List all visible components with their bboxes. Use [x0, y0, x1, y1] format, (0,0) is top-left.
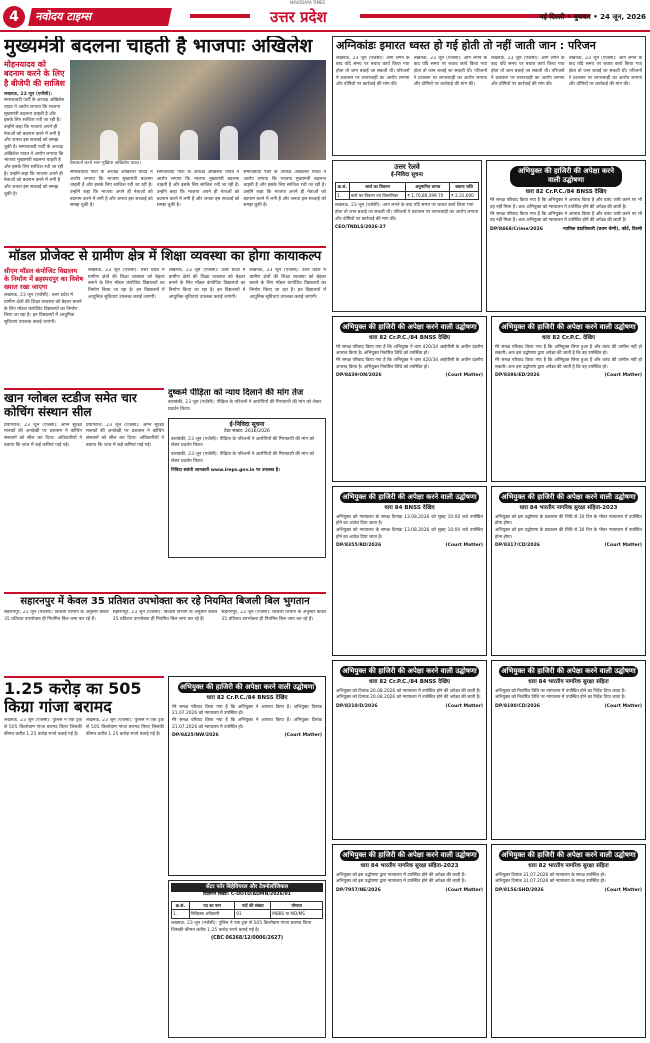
- photo-caption: प्रेसवार्ता करते सपा मुखिया अखिलेश यादव।: [70, 160, 141, 166]
- article-column: प्रयागराज, 23 जून (एजेंसी): अग्नि सुरक्षा मानकों की अनदेखी पर प्रशासन ने कोचिंग संस्थानों को सील कर दिया। अधिकारियों ने बताया कि जांच में कई कमियां पाई गईं।: [86, 422, 164, 448]
- article-column: लखनऊ, 23 जून (एजेंसी): पुलिस ने एक ट्रक से 505 किलोग्राम गांजा बरामद किया जिसकी कीमत करीब 1.25 करोड़ रुपये बताई गई है।: [4, 718, 82, 737]
- brand-logo: नवोदय टाइम्स: [28, 8, 172, 26]
- article-column: लखनऊ, 23 जून (एजेंसी): आग लगने के बाद यदि समय पर बचाव कार्य किया गया होता तो जान बचाई जा सकती थी। परिजनों ने प्रशासन पर लापरवाही का आरोप लगाया और दोषियों पर कार्रवाई की मांग की।: [568, 55, 642, 88]
- story-coaching: [4, 388, 164, 588]
- article-column: सहारनपुर, 23 जून (एजेंसी): बिजली विभाग के अनुसार केवल 35 प्रतिशत उपभोक्ता ही नियमित बिल जमा कर रहे हैं।: [112, 610, 218, 622]
- headline: सहारनपुर में केवल 35 प्रतिशत उपभोक्ता कर रहे नियमित बिजली बिल भुगतान: [20, 596, 310, 607]
- tender-table: क्र.सं. कार्य का विवरण अनुमानित लागत बयाना राशि 1. कार्य का विवरण एवं विवरणिका ₹ 1,70,80,399.70 ₹ 2,31,600: [335, 182, 479, 200]
- article-column: सहारनपुर, 23 जून (एजेंसी): बिजली विभाग के अनुसार केवल 35 प्रतिशत उपभोक्ता ही नियमित बिल जमा कर रहे हैं।: [4, 610, 109, 622]
- court-notice: अभियुक्त की हाजिरी की अपेक्षा करने वाली उद्घोषणा धारा 84 भारतीय नागरिक सुरक्षा संहिता अभियुक्त को निर्धारित तिथि पर न्यायालय में उपस्थित होने का निर्देश दिया जाता है। अभियुक्त को निर्धारित तिथि पर न्यायालय में उपस्थित होने का निर्देश दिया जाता है। DP/8190/CD/2026 (Court Matter): [491, 660, 646, 840]
- court-notice: अभियुक्त की हाजिरी की अपेक्षा करने वाली उद्घोषणा धारा 82 भारतीय नागरिक सुरक्षा संहिता अभियुक्त दिनांक 31.07.2026 को न्यायालय के समक्ष उपस्थित हो। अभियुक्त दिनांक 31.07.2026 को न्यायालय के समक्ष उपस्थित हो। DP/8156/SHD/2026 (Court Matter): [491, 844, 646, 1038]
- kicker: मोहनयादव को बदनाम करने के लिए है बीजेपी की साजिश: [4, 59, 65, 89]
- court-notice: अभियुक्त की हाजिरी की अपेक्षा करने वाली उद्घोषणा धारा 84 BNSS देखिए अभियुक्त को न्यायालय के समक्ष दिनांक 13.08.2026 को सुबह 10:00 बजे उपस्थित होने का आदेश दिया जाता है। अभियुक्त को न्यायालय के समक्ष दिनांक 13.08.2026 को सुबह 10:00 बजे उपस्थित होने का आदेश दिया जाता है। DP/8355/RD/2026 (Court Matter): [332, 486, 487, 656]
- court-notice: अभियुक्त की हाजिरी की अपेक्षा करने वाली उद्घोषणा धारा 82 Cr.P.C. देखिए मेरे समक्ष परिवाद किया गया है कि अभियुक्त छिपा हुआ है और वारंट की तामील नहीं हो सकती। अतः इस उद्घोषणा द्वारा अपेक्षा की जाती है कि वह उपस्थित हो। मेरे समक्ष परिवाद किया गया है कि अभियुक्त छिपा हुआ है और वारंट की तामील नहीं हो सकती। अतः इस उद्घोषणा द्वारा अपेक्षा की जाती है कि वह उपस्थित हो। DP/8386/ED/2026 (Court Matter): [491, 316, 646, 482]
- tender-notice-2: ई-निविदा सूचना टेंडर संख्या: 2616/2026 बाराबंकी, 23 जून (एजेंसी): पीड़िता के परिजनों ने आरोपियों की गिरफ्तारी की मांग को लेकर प्रदर्शन किया। बाराबंकी, 23 जून (एजेंसी): पीड़िता के परिजनों ने आरोपियों की गिरफ्तारी की मांग को लेकर प्रदर्शन किया। निविदा संबंधी जानकारी www.ireps.gov.in पर उपलब्ध है।: [168, 418, 326, 558]
- tender-footer: CEO/TNDLS/2026-27: [335, 225, 386, 231]
- section-title: उत्तर प्रदेश: [270, 8, 327, 26]
- masthead: [0, 0, 650, 32]
- recruitment-notice: सेंटर फॉर बिहेवियरल और टेक्नोलॉजिकल विज्ञापन संख्या: C-DOTD/ADMN/2026/01 क्र.सं. पद का नाम पदों की संख्या योग्यता 1. चिकित्सा अधिकारी 01 MBBS या MD/MS लखनऊ, 23 जून (एजेंसी): पुलिस ने एक ट्रक से 505 किलोग्राम गांजा बरामद किया जिसकी कीमत करीब 1.25 करोड़ रुपये बताई गई है। (CBC 06268/12/0006/2627): [168, 880, 326, 1038]
- court-notice: अभियुक्त की हाजिरी की अपेक्षा करने वाली उद्घोषणा धारा 84 भारतीय नागरिक सुरक्षा संहिता-2023 अभियुक्त को इस उद्घोषणा के प्रकाशन की तिथि से 30 दिन के भीतर न्यायालय में उपस्थित होना होगा। अभियुक्त को इस उद्घोषणा के प्रकाशन की तिथि से 30 दिन के भीतर न्यायालय में उपस्थित होना होगा। DP/8317/CD/2026 (Court Matter): [491, 486, 646, 656]
- headline: दुष्कर्म पीड़िता को न्याय दिलाने की मांग तेज: [168, 388, 304, 398]
- small-brand: NAVODAYA TIMES: [290, 0, 326, 5]
- article-text: लखनऊ, 23 जून (एजेंसी): समाजवादी पार्टी के अध्यक्ष अखिलेश यादव ने आरोप लगाया कि भाजपा मुख्यमंत्री बदलना चाहती है और इसके लिए साजिश रची जा रही है। उन्होंने कहा कि भाजपा अपने ही नेताओं को बदनाम करने में लगी है और जनता इस सच्चाई को समझ चुकी है। समाजवादी पार्टी के अध्यक्ष अखिलेश यादव ने आरोप लगाया कि भाजपा मुख्यमंत्री बदलना चाहती है और इसके लिए साजिश रची जा रही है। उन्होंने कहा कि भाजपा अपने ही नेताओं को बदनाम करने में लगी है और जनता इस सच्चाई को समझ चुकी है।: [4, 91, 65, 197]
- story-ganja: [4, 676, 164, 1038]
- headline: मुख्यमंत्री बदलना चाहती है भाजपाः अखिलेश: [4, 36, 313, 57]
- court-notice: अभियुक्त की हाजिरी की अपेक्षा करने वाली उद्घोषणा धारा 84 भारतीय नागरिक सुरक्षा संहिता-2023 अभियुक्त को इस उद्घोषणा द्वारा न्यायालय में उपस्थित होने की अपेक्षा की जाती है। अभियुक्त को इस उद्घोषणा द्वारा न्यायालय में उपस्थित होने की अपेक्षा की जाती है। DP/7957/NE/2026 (Court Matter): [332, 844, 487, 1038]
- court-notice: अभियुक्त की हाजिरी की अपेक्षा करने वाली उद्घोषणा धारा 82 Cr.P.C./84 BNSS देखिए अभियुक्त को दिनांक 20.08.2026 को न्यायालय में उपस्थित होने की अपेक्षा की जाती है। अभियुक्त को दिनांक 20.08.2026 को न्यायालय में उपस्थित होने की अपेक्षा की जाती है। DP/8210/D/2026 (Court Matter): [332, 660, 487, 840]
- table-row: 1. चिकित्सा अधिकारी 01 MBBS या MD/MS: [172, 910, 323, 919]
- article-column: समाजवादी पार्टी के अध्यक्ष अखिलेश यादव ने आरोप लगाया कि भाजपा मुख्यमंत्री बदलना चाहती है और इसके लिए साजिश रची जा रही है। उन्होंने कहा कि भाजपा अपने ही नेताओं को बदनाम करने में लगी है और जनता इस सच्चाई को समझ चुकी है।: [243, 169, 326, 209]
- tender-notice: उत्तर रेलवे ई-निविदा सूचना क्र.सं. कार्य का विवरण अनुमानित लागत बयाना राशि 1. कार्य का विवरण एवं विवरणिका ₹ 1,70,80,399.70 ₹ 2,31,600 लखनऊ, 23 जून (एजेंसी): आग लगने के बाद यदि समय पर बचाव कार्य किया गया होता तो जान बचाई जा सकती थी। परिजनों ने प्रशासन पर लापरवाही का आरोप लगाया और दोषियों पर कार्रवाई की मांग की। CEO/TNDLS/2026-27: [332, 160, 482, 312]
- court-notice: अभियुक्त की हाजिरी की अपेक्षा करने वाली उद्घोषणा धारा 82 Cr.P.C./84 BNSS देखिए मेरे समक्ष परिवाद किया गया है कि अभियुक्त ने अपराध किया है। अभियुक्त दिनांक 21.07.2026 को न्यायालय में उपस्थित हो। मेरे समक्ष परिवाद किया गया है कि अभियुक्त ने अपराध किया है। अभियुक्त दिनांक 21.07.2026 को न्यायालय में उपस्थित हो। DP/8425/NW/2026 (Court Matter): [168, 676, 326, 876]
- article-column: समाजवादी पार्टी के अध्यक्ष अखिलेश यादव ने आरोप लगाया कि भाजपा मुख्यमंत्री बदलना चाहती है और इसके लिए साजिश रची जा रही है। उन्होंने कहा कि भाजपा अपने ही नेताओं को बदनाम करने में लगी है और जनता इस सच्चाई को समझ चुकी है।: [70, 169, 153, 209]
- headline: खान ग्लोबल स्टडीज समेत चार कोचिंग संस्थान सील: [4, 391, 137, 419]
- tender-title: उत्तर रेलवे: [394, 163, 420, 171]
- story-akhilesh: [4, 36, 326, 242]
- tender-subtitle: ई-निविदा सूचना: [391, 172, 423, 179]
- story-model-project: मॉडल प्रोजेक्ट से ग्रामीण क्षेत्र में शिक्षा व्यवस्था का होगा कायाकल्प सीएम मॉडल कंपोजिट विद्यालय के निर्माण में ब्रहस्पदपुर का विशेष ख्याल रखा जाएगा लखनऊ, 23 जून (एजेंसी): उत्तर प्रदेश में ग्रामीण क्षेत्रों की शिक्षा व्यवस्था को बेहतर बनाने के लिए मॉडल कंपोजिट विद्यालयों का निर्माण किया जा रहा है। इन विद्यालयों में आधुनिक सुविधाएं उपलब्ध कराई जाएंगी। लखनऊ, 23 जून (एजेंसी): उत्तर प्रदेश में ग्रामीण क्षेत्रों की शिक्षा व्यवस्था को बेहतर बनाने के लिए मॉडल कंपोजिट विद्यालयों का निर्माण किया जा रहा है। इन विद्यालयों में आधुनिक सुविधाएं उपलब्ध कराई जाएंगी। लखनऊ, 23 जून (एजेंसी): उत्तर प्रदेश में ग्रामीण क्षेत्रों की शिक्षा व्यवस्था को बेहतर बनाने के लिए मॉडल कंपोजिट विद्यालयों का निर्माण किया जा रहा है। इन विद्यालयों में आधुनिक सुविधाएं उपलब्ध कराई जाएंगी। लखनऊ, 23 जून (एजेंसी): उत्तर प्रदेश में ग्रामीण क्षेत्रों की शिक्षा व्यवस्था को बेहतर बनाने के लिए मॉडल कंपोजिट विद्यालयों का निर्माण किया जा रहा है। इन विद्यालयों में आधुनिक सुविधाएं उपलब्ध कराई जाएंगी।: [4, 246, 326, 386]
- news-photo: [70, 60, 326, 160]
- table-row: 1. कार्य का विवरण एवं विवरणिका ₹ 1,70,80,399.70 ₹ 2,31,600: [336, 191, 479, 200]
- kicker: सीएम मॉडल कंपोजिट विद्यालय के निर्माण में ब्रहस्पदपुर का विशेष ख्याल रखा जाएगा: [4, 266, 84, 291]
- story-electricity: [4, 592, 326, 672]
- article-column: लखनऊ, 23 जून (एजेंसी): उत्तर प्रदेश में ग्रामीण क्षेत्रों की शिक्षा व्यवस्था को बेहतर बनाने के लिए मॉडल कंपोजिट विद्यालयों का निर्माण किया जा रहा है। इन विद्यालयों में आधुनिक सुविधाएं उपलब्ध कराई जाएंगी।: [168, 267, 246, 300]
- story-justice: दुष्कर्म पीड़िता को न्याय दिलाने की मांग तेज बाराबंकी, 23 जून (एजेंसी): पीड़िता के परिजनों ने आरोपियों की गिरफ्तारी की मांग को लेकर प्रदर्शन किया। ई-निविदा सूचना टेंडर संख्या: 2616/2026 बाराबंकी, 23 जून (एजेंसी): पीड़िता के परिजनों ने आरोपियों की गिरफ्तारी की मांग को लेकर प्रदर्शन किया। बाराबंकी, 23 जून (एजेंसी): पीड़िता के परिजनों ने आरोपियों की गिरफ्तारी की मांग को लेकर प्रदर्शन किया। निविदा संबंधी जानकारी www.ireps.gov.in पर उपलब्ध है।: [168, 388, 326, 588]
- article-column: समाजवादी पार्टी के अध्यक्ष अखिलेश यादव ने आरोप लगाया कि भाजपा मुख्यमंत्री बदलना चाहती है और इसके लिए साजिश रची जा रही है। उन्होंने कहा कि भाजपा अपने ही नेताओं को बदनाम करने में लगी है और जनता इस सच्चाई को समझ चुकी है।: [156, 169, 240, 209]
- header-bar: [190, 14, 250, 18]
- recruitment-table: क्र.सं. पद का नाम पदों की संख्या योग्यता 1. चिकित्सा अधिकारी 01 MBBS या MD/MS: [171, 901, 323, 919]
- page-number: 4: [3, 6, 25, 28]
- article-column: प्रयागराज, 23 जून (एजेंसी): अग्नि सुरक्षा मानकों की अनदेखी पर प्रशासन ने कोचिंग संस्थानों को सील कर दिया। अधिकारियों ने बताया कि जांच में कई कमियां पाई गईं।: [4, 422, 82, 448]
- article-column: सहारनपुर, 23 जून (एजेंसी): बिजली विभाग के अनुसार केवल 35 प्रतिशत उपभोक्ता ही नियमित बिल जमा कर रहे हैं।: [221, 610, 326, 622]
- dateline: नई दिल्ली • बुधवार • 24 जून, 2026: [539, 13, 646, 21]
- article-column: लखनऊ, 23 जून (एजेंसी): आग लगने के बाद यदि समय पर बचाव कार्य किया गया होता तो जान बचाई जा सकती थी। परिजनों ने प्रशासन पर लापरवाही का आरोप लगाया और दोषियों पर कार्रवाई की मांग की।: [491, 55, 565, 88]
- article-column: लखनऊ, 23 जून (एजेंसी): आग लगने के बाद यदि समय पर बचाव कार्य किया गया होता तो जान बचाई जा सकती थी। परिजनों ने प्रशासन पर लापरवाही का आरोप लगाया और दोषियों पर कार्रवाई की मांग की।: [413, 55, 487, 88]
- headline: 1.25 करोड़ का 505 किग्रा गांजा बरामद: [4, 679, 142, 716]
- story-fire: [332, 36, 646, 156]
- court-notice: अभियुक्त की हाजिरी की अपेक्षा करने वाली उद्घोषणा धारा 82 Cr.P.C./84 BNSS देखिए मेरे समक्ष परिवाद किया गया है कि अभियुक्त ने धारा 420/34 आईपीसी के अधीन दंडनीय अपराध किया है। अभियुक्त निर्धारित तिथि को उपस्थित हो। मेरे समक्ष परिवाद किया गया है कि अभियुक्त ने धारा 420/34 आईपीसी के अधीन दंडनीय अपराध किया है। अभियुक्त निर्धारित तिथि को उपस्थित हो। DP/8439/ON/2026 (Court Matter): [332, 316, 487, 482]
- article-column: लखनऊ, 23 जून (एजेंसी): उत्तर प्रदेश में ग्रामीण क्षेत्रों की शिक्षा व्यवस्था को बेहतर बनाने के लिए मॉडल कंपोजिट विद्यालयों का निर्माण किया जा रहा है। इन विद्यालयों में आधुनिक सुविधाएं उपलब्ध कराई जाएंगी।: [88, 267, 165, 300]
- headline: मॉडल प्रोजेक्ट से ग्रामीण क्षेत्र में शिक्षा व्यवस्था का होगा कायाकल्प: [8, 249, 322, 264]
- headline: अग्निकांडः इमारत ध्वस्त हो गई होती तो नहीं जाती जान : परिजन: [336, 39, 596, 52]
- court-notice: अभियुक्त की हाजिरी की अपेक्षा करने वाली उद्घोषणा धारा 82 Cr.P.C./84 BNSS देखिए मेरे समक्ष परिवाद किया गया है कि अभियुक्त ने अपराध किया है और वारंट जारी करने पर भी वह नहीं मिला है। अतः अभियुक्त को न्यायालय में उपस्थित होने की अपेक्षा की जाती है। मेरे समक्ष परिवाद किया गया है कि अभियुक्त ने अपराध किया है और वारंट जारी करने पर भी वह नहीं मिला है। अतः अभियुक्त को न्यायालय में उपस्थित होने की अपेक्षा की जाती है। DP/8468/Crime/2026 न्यायिक दंडाधिकारी (प्रथम श्रेणी), कोर्ट, दिल्ली: [486, 160, 646, 312]
- article-column: लखनऊ, 23 जून (एजेंसी): पुलिस ने एक ट्रक से 505 किलोग्राम गांजा बरामद किया जिसकी कीमत करीब 1.25 करोड़ रुपये बताई गई है।: [86, 718, 164, 737]
- article-column: लखनऊ, 23 जून (एजेंसी): आग लगने के बाद यदि समय पर बचाव कार्य किया गया होता तो जान बचाई जा सकती थी। परिजनों ने प्रशासन पर लापरवाही का आरोप लगाया और दोषियों पर कार्रवाई की मांग की।: [336, 55, 410, 88]
- article-column: लखनऊ, 23 जून (एजेंसी): उत्तर प्रदेश में ग्रामीण क्षेत्रों की शिक्षा व्यवस्था को बेहतर बनाने के लिए मॉडल कंपोजिट विद्यालयों का निर्माण किया जा रहा है। इन विद्यालयों में आधुनिक सुविधाएं उपलब्ध कराई जाएंगी।: [249, 267, 326, 300]
